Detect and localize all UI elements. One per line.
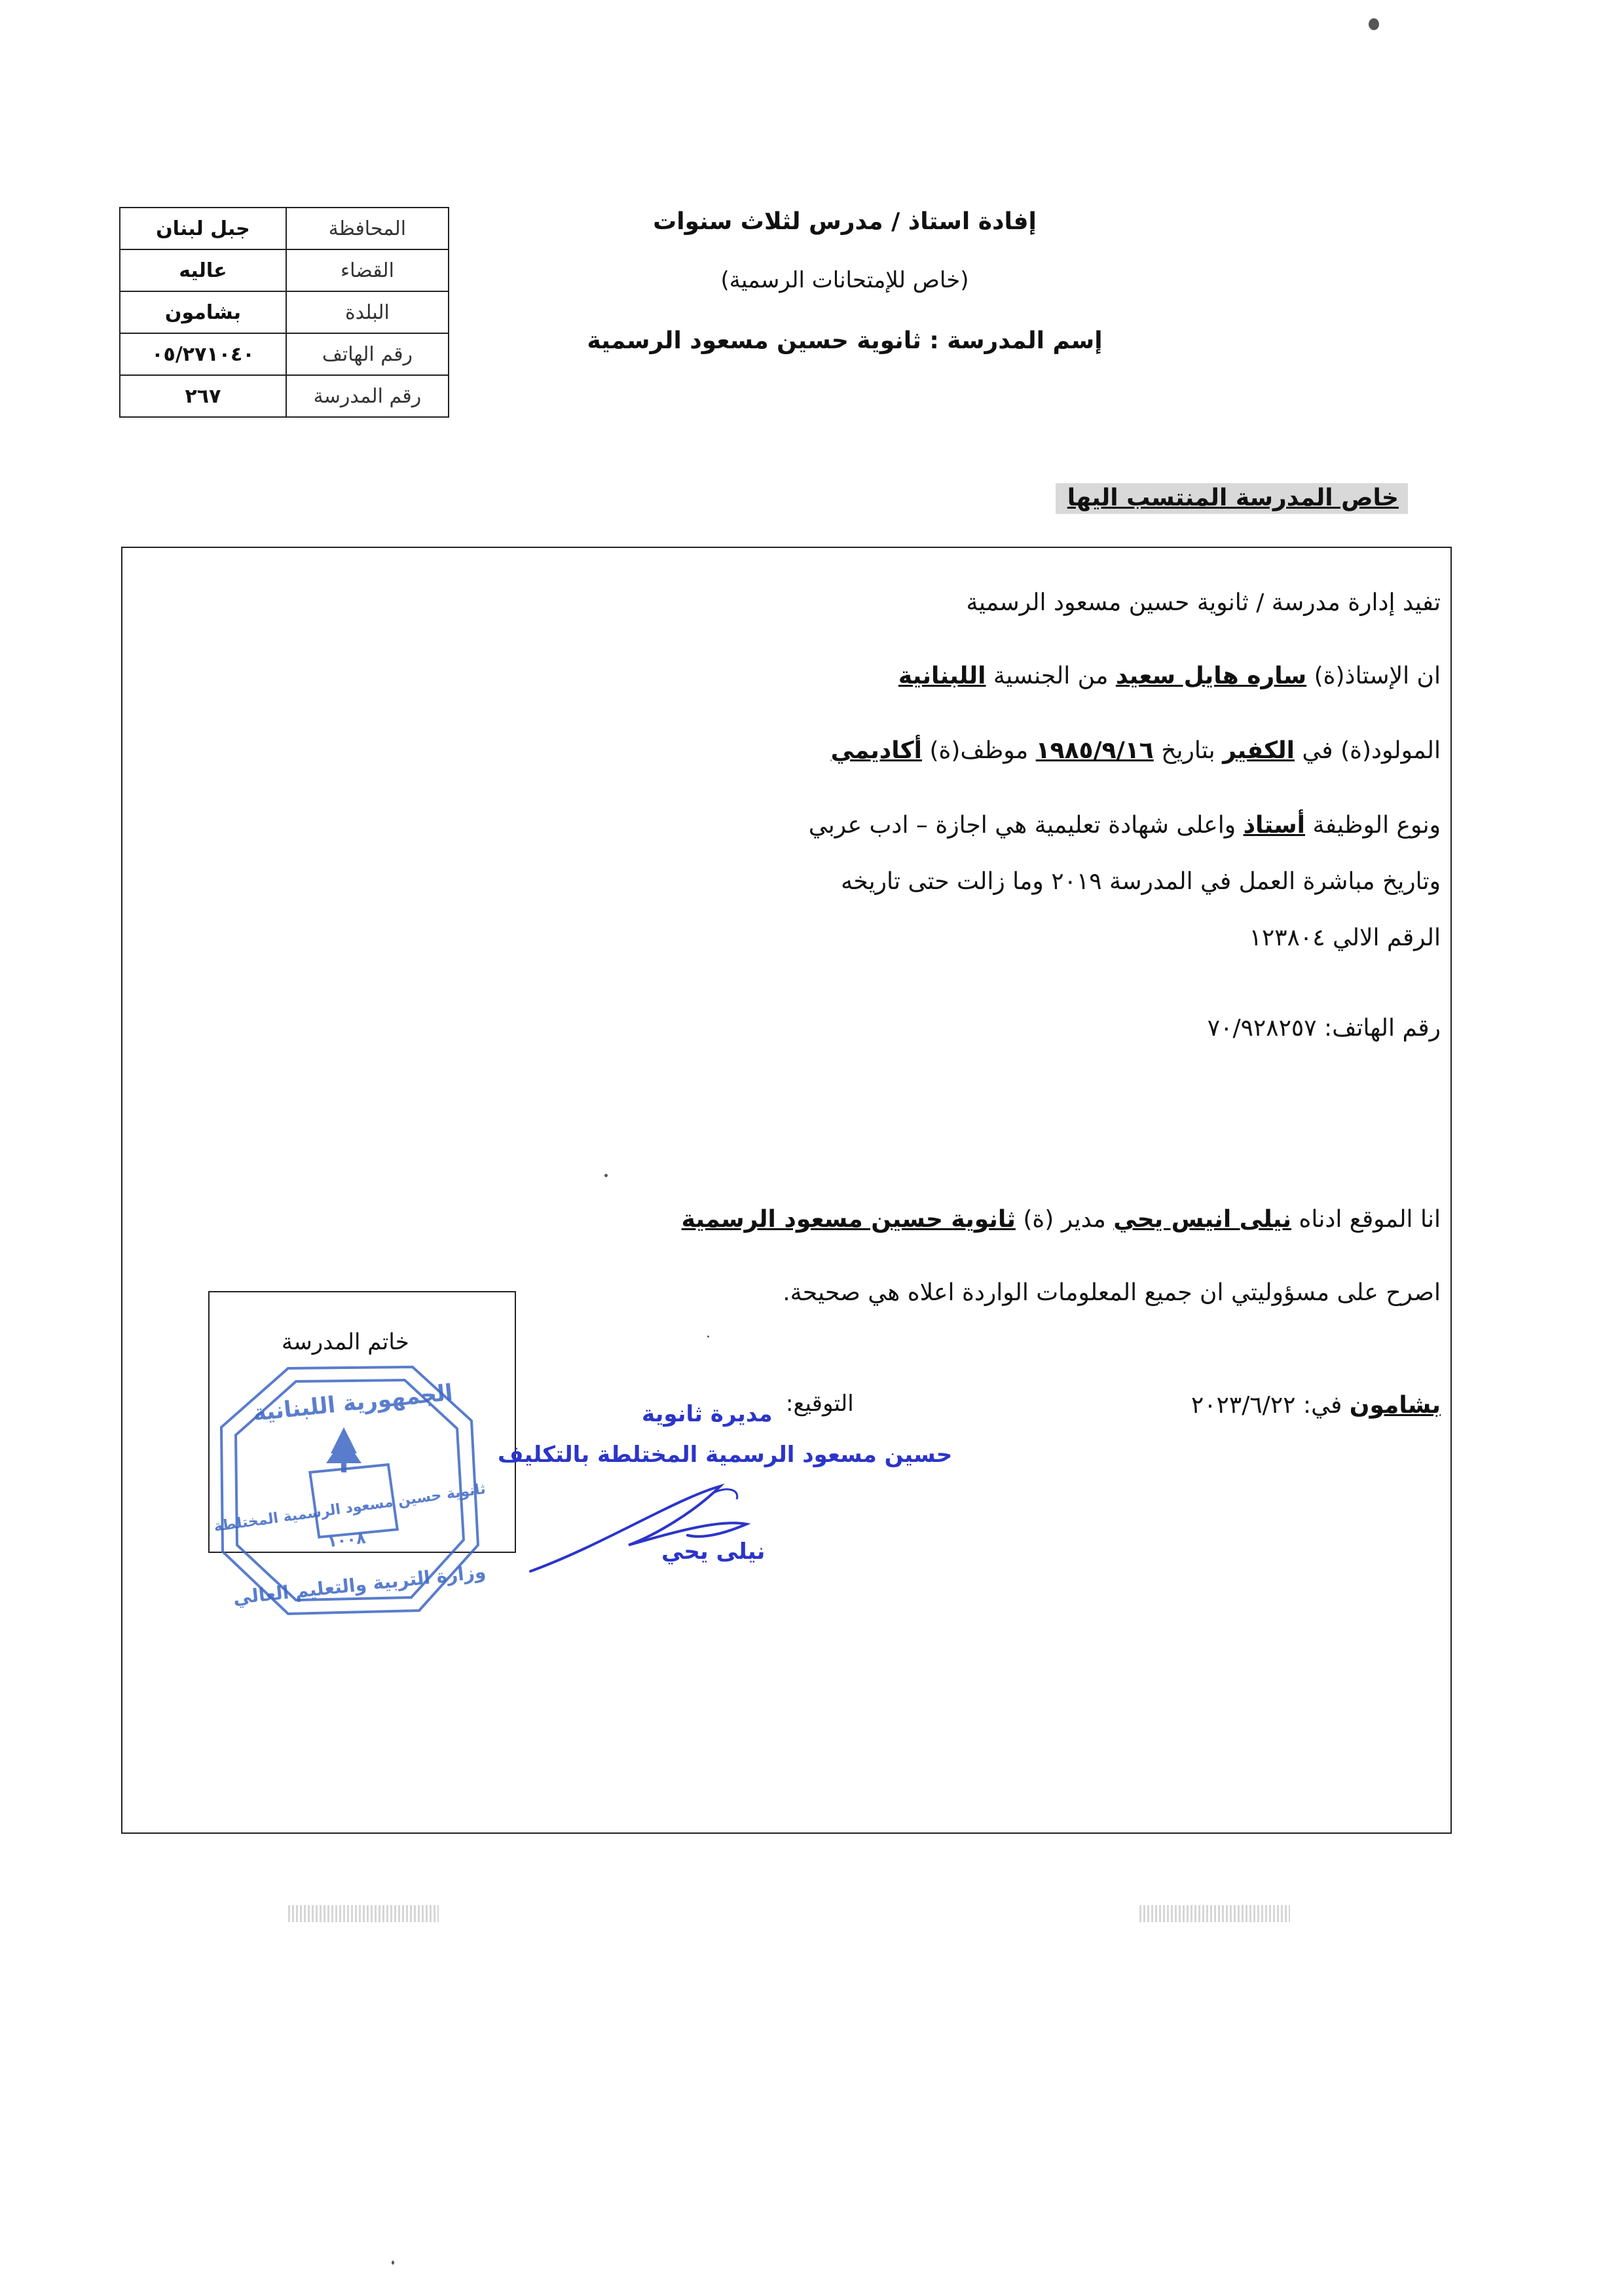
document-subtitle: (خاص للإمتحانات الرسمية) <box>720 267 969 293</box>
teacher-name: ساره هايل سعيد <box>1115 663 1307 689</box>
signature-stamp-line-2: حسين مسعود الرسمية المختلطة بالتكليف <box>498 1442 953 1468</box>
cedar-tree-icon <box>326 1427 361 1472</box>
info-label: رقم المدرسة <box>286 375 449 417</box>
signature-stamp-line-1: مديرة ثانوية <box>642 1401 773 1427</box>
body-line-1: تفيد إدارة مدرسة / ثانوية حسين مسعود الرسمية <box>966 589 1441 616</box>
place: بشامون <box>1349 1392 1441 1419</box>
employee-type: أكاديمي <box>830 737 922 764</box>
birth-label: المولود(ة) في <box>1302 737 1441 764</box>
phone-value: ٧٠/٩٢٨٢٥٧ <box>1207 1015 1317 1042</box>
declaration-line: اصرح على مسؤوليتي ان جميع المعلومات الواردة اعلاه هي صحيحة. <box>783 1279 1441 1306</box>
job-label: ونوع الوظيفة <box>1312 812 1441 839</box>
seal-middle-text: ثانوية حسين مسعود الرسمية المختلطة <box>213 1481 487 1536</box>
seal-top-text: الجمهورية اللبنانية <box>251 1379 454 1427</box>
school-seal <box>196 1355 498 1630</box>
body-line-4 <box>809 811 1441 841</box>
signatory-line <box>682 1205 1441 1235</box>
director-title: مدير (ة) <box>1023 1206 1106 1233</box>
info-value: عاليه <box>120 249 286 291</box>
info-label: المحافظة <box>286 208 449 249</box>
body-line-5: وتاريخ مباشرة العمل في المدرسة ٢٠١٩ وما زالت حتى تاريخه <box>841 868 1441 895</box>
body-line-6: الرقم الالي ١٢٣٨٠٤ <box>1249 924 1441 951</box>
document-title: إفادة استاذ / مدرس لثلاث سنوات <box>653 208 1037 235</box>
info-row-governorate <box>120 208 449 249</box>
scan-mark <box>1139 1905 1290 1922</box>
job-type: أستاذ <box>1243 812 1306 839</box>
scan-speck <box>1369 18 1379 30</box>
birth-date: ١٩٨٥/٩/١٦ <box>1035 737 1154 764</box>
handwritten-signature <box>524 1473 799 1578</box>
info-value: بشامون <box>120 291 286 333</box>
phone-line <box>1208 1013 1441 1044</box>
info-label: رقم الهاتف <box>286 333 449 375</box>
signature-stamp-name: نيلى يحي <box>661 1539 766 1565</box>
info-value: ٢٦٧ <box>120 375 286 417</box>
section-heading: خاص المدرسة المنتسب اليها <box>1056 483 1408 514</box>
date-value: ٢٠٢٣/٦/٢٢ <box>1190 1392 1296 1419</box>
signatory-label: انا الموقع ادناه <box>1299 1206 1441 1233</box>
school-info-table <box>119 207 449 418</box>
signature-label: التوقيع: <box>786 1391 854 1417</box>
info-row-district <box>120 249 449 291</box>
phone-label: رقم الهاتف: <box>1324 1015 1441 1042</box>
teacher-label: ان الإستاذ(ة) <box>1314 663 1441 689</box>
scan-mark <box>288 1905 439 1922</box>
body-line-2 <box>898 661 1441 691</box>
date-prefix: في: <box>1302 1392 1342 1419</box>
info-row-school-number <box>120 375 449 417</box>
scan-speck <box>392 2261 394 2265</box>
info-label: القضاء <box>286 249 449 291</box>
stamp-label: خاتم المدرسة <box>282 1329 409 1355</box>
director-name: نيلى انيس يحي <box>1113 1206 1292 1233</box>
date-label: بتاريخ <box>1161 737 1215 764</box>
employee-label: موظف(ة) <box>929 737 1029 764</box>
birth-place: الكفير <box>1223 737 1295 764</box>
school-name: ثانوية حسين مسعود الرسمية <box>681 1206 1016 1233</box>
info-value: ٠٥/٢٧١٠٤٠ <box>120 333 286 375</box>
info-label: البلدة <box>286 291 449 333</box>
seal-bottom-text: وزارة التربية والتعليم العالي <box>232 1560 487 1609</box>
info-row-phone <box>120 333 449 375</box>
degree-text: واعلى شهادة تعليمية هي اجازة – ادب عربي <box>808 812 1236 839</box>
body-line-3 <box>831 736 1441 766</box>
place-date-line <box>1191 1391 1441 1421</box>
seal-number: ١٠٠٨ <box>326 1529 367 1552</box>
nationality-value: اللبنانية <box>898 663 986 689</box>
school-name-heading: إسم المدرسة : ثانوية حسين مسعود الرسمية <box>587 327 1103 354</box>
info-row-town <box>120 291 449 333</box>
nationality-label: من الجنسية <box>993 663 1109 689</box>
info-value: جبل لبنان <box>120 208 286 249</box>
